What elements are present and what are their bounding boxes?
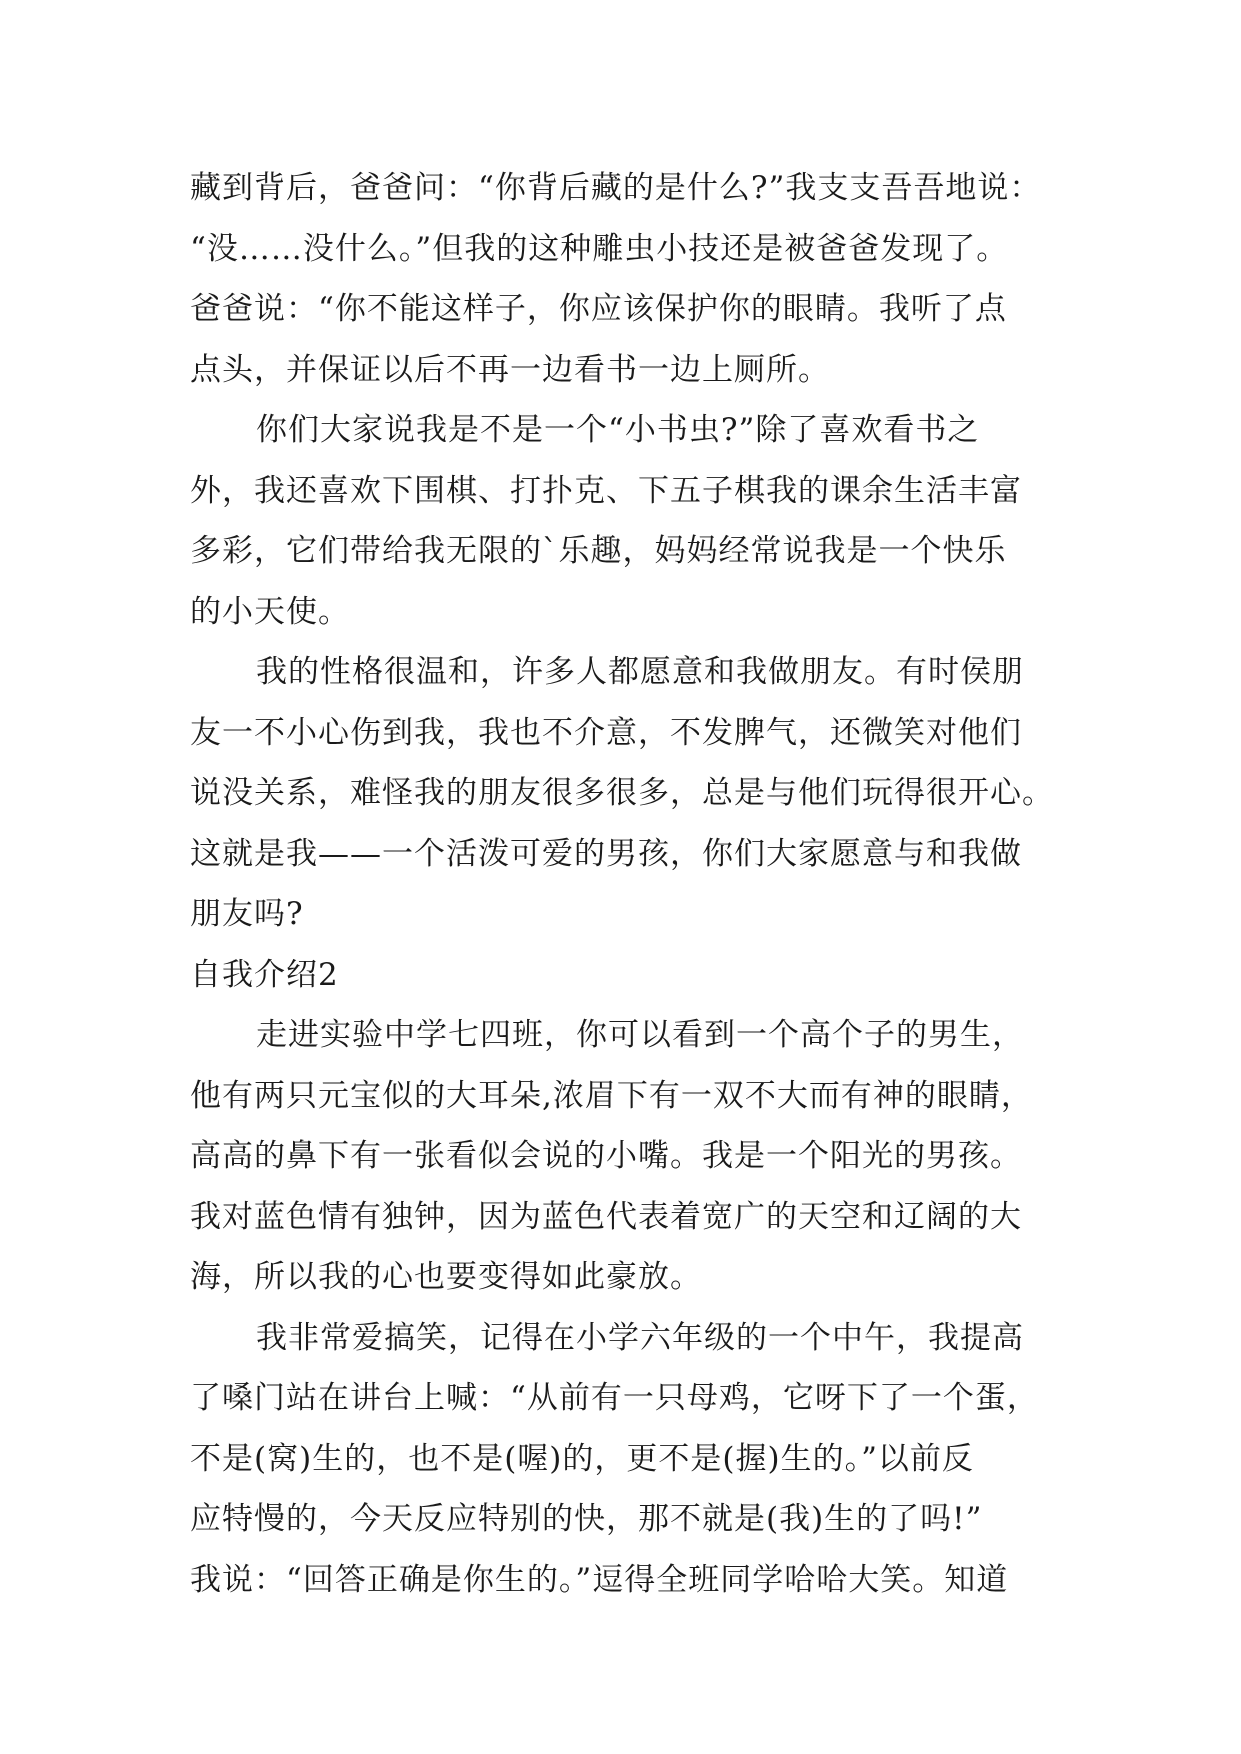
text-line: 外，我还喜欢下围棋、打扑克、下五子棋我的课余生活丰富 <box>190 472 1022 509</box>
text-line: 我说：“回答正确是你生的。”逗得全班同学哈哈大笑。知道 <box>190 1561 1009 1598</box>
text-line: 他有两只元宝似的大耳朵,浓眉下有一双不大而有神的眼睛， <box>190 1077 1033 1114</box>
body-text <box>190 158 1070 1610</box>
text-line: 不是(窝)生的，也不是(喔)的，更不是(握)生的。”以前反 <box>190 1440 974 1477</box>
text-line: 我的性格很温和，许多人都愿意和我做朋友。有时侯朋 <box>256 654 1024 690</box>
text-line: 朋友吗? <box>190 896 304 932</box>
text-line: 爸爸说：“你不能这样子，你应该保护你的眼睛。我听了点 <box>190 291 1007 327</box>
text-line: 的小天使。 <box>190 593 350 630</box>
text-line: 说没关系，难怪我的朋友很多很多，总是与他们玩得很开心。 <box>190 775 1054 811</box>
text-line: 你们大家说我是不是一个“小书虫?”除了喜欢看书之 <box>256 412 980 448</box>
text-line: 我对蓝色情有独钟，因为蓝色代表着宽广的天空和辽阔的大 <box>190 1198 1022 1235</box>
text-line: 点头，并保证以后不再一边看书一边上厕所。 <box>190 351 830 388</box>
text-line: “没……没什么。”但我的这种雕虫小技还是被爸爸发现了。 <box>190 230 1009 267</box>
text-line: 藏到背后，爸爸问：“你背后藏的是什么?”我支支吾吾地说： <box>190 170 1042 206</box>
text-line: 友一不小心伤到我，我也不介意，不发脾气，还微笑对他们 <box>190 714 1022 751</box>
section-heading: 自我介绍2 <box>190 956 339 993</box>
text-line: 海，所以我的心也要变得如此豪放。 <box>190 1259 702 1295</box>
text-line: 高高的鼻下有一张看似会说的小嘴。我是一个阳光的男孩。 <box>190 1138 1022 1174</box>
text-line: 了嗓门站在讲台上喊：“从前有一只母鸡，它呀下了一个蛋， <box>190 1380 1039 1416</box>
text-line: 走进实验中学七四班，你可以看到一个高个子的男生， <box>256 1017 1024 1053</box>
text-line: 我非常爱搞笑，记得在小学六年级的一个中午，我提高 <box>256 1319 1024 1356</box>
text-line: 多彩，它们带给我无限的`乐趣，妈妈经常说我是一个快乐 <box>190 533 1007 569</box>
text-line: 应特慢的，今天反应特别的快，那不就是(我)生的了吗!” <box>190 1501 983 1537</box>
text-line: 这就是我——一个活泼可爱的男孩，你们大家愿意与和我做 <box>190 835 1022 872</box>
